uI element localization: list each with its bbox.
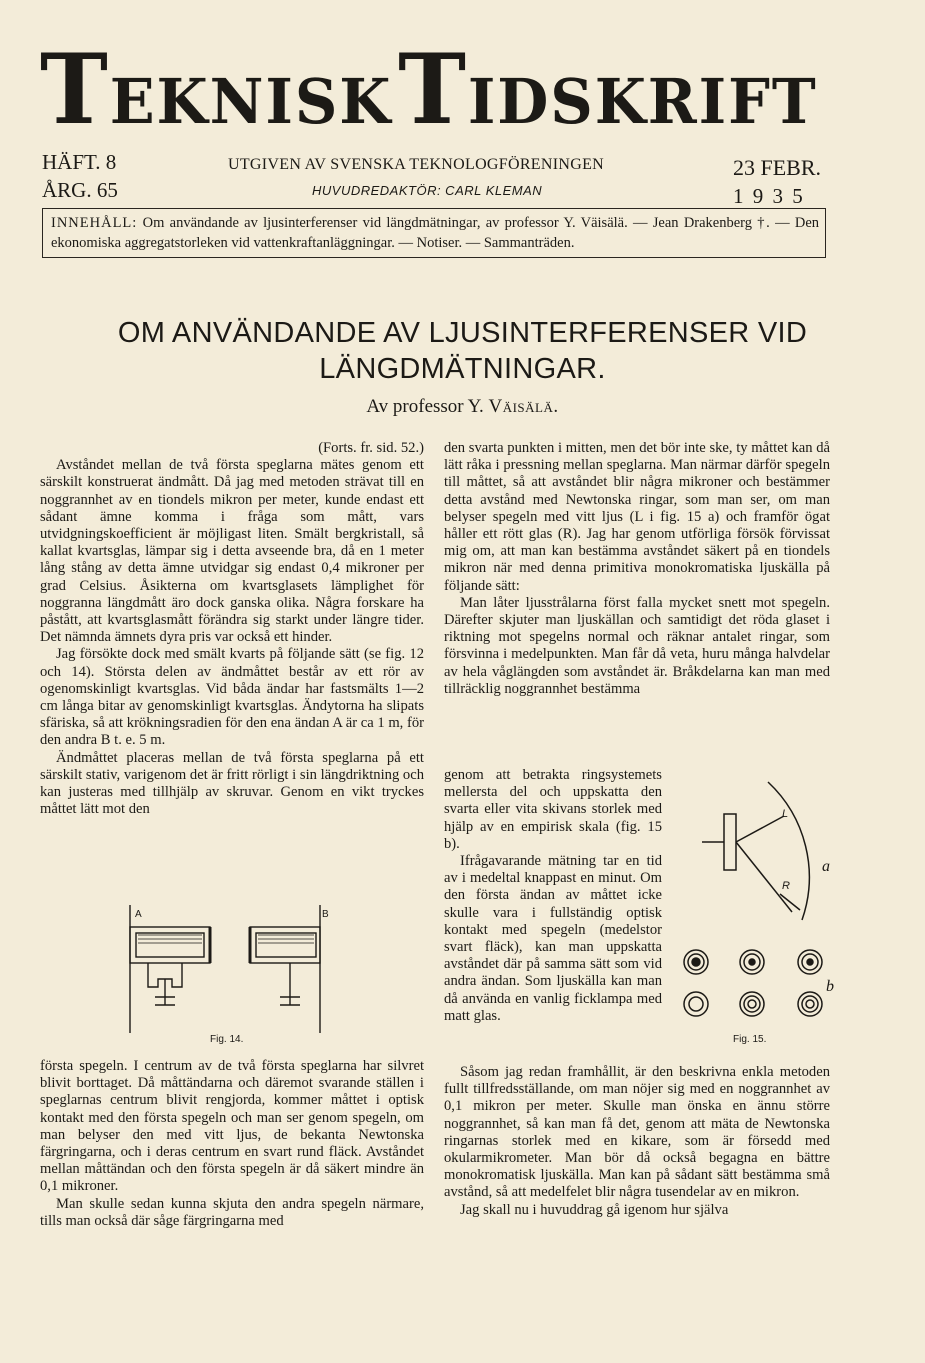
byline-prefix: Av professor Y.	[366, 396, 484, 417]
masthead-word-1-rest: EKNISK	[109, 65, 393, 138]
article-title-line-2: LÄNGDMÄTNINGAR.	[319, 353, 606, 385]
right-paragraph-1: den svarta punkten i mitten, men det bör inte ske, ty måttet kan då lätt råka i pressning mellan speglarna. Man närmar därför spegeln till måttet, så att avståndet blir några mikroner och bestämmer detta avstånd med Newtonska ringar, som man ser, om man belyser spegeln med vitt ljus (L i fig. 15 a) och framför ögat håller ett rött glas (R). Jag har genom utförliga försök förvissat mig om, att man kan bestämma avståndet säkert på en tiondels mikron när med denna primitiva monokromatiska ljuskälla på följande sätt:	[444, 440, 830, 594]
volume-number: ÅRG. 65	[42, 178, 118, 202]
figure-14-label-a: A	[135, 909, 142, 920]
byline-author: Väisälä.	[488, 396, 559, 417]
right-paragraph-3: Ifrågavarande mätning tar en tid av i medeltal knappast en minut. Om den första ändan av måttet icke skulle vara i fullständig optisk kontakt med spegeln (medelstor svart fläck), kan man uppskatta avståndet där på samma sätt som vid andra ändan. Som ljuskälla kan man då använda en vanlig ficklampa med matt glas.	[444, 853, 662, 1024]
figure-14	[110, 905, 360, 1045]
left-paragraph-1: Avståndet mellan de två första speglarna mätes genom ett särskilt konstruerat ändmått. Då jag med metoden strävat till en noggrannhet av en tiondels mikron per meter, kunde endast ett sådant ämne komma i fråga som mått, vars utvidgningskoefficient är möjligast liten. Smält bergkristall, så kallat kvartsglas, lämpar sig i detta avseende bra, då en 1 meter lång stång av detta ämne utvidgar sig endast 0,4 mikroner per grad Celsius. Åsikterna om kvartsglasets lämplighet för noggranna längdmått äro dock ganska olika. Några forskare ha påstått, att kvartsglasmått förändra sig starkt under längre tider. Det nämnda ämnets dyra pris var också ett hinder.	[40, 457, 424, 646]
masthead-word-2-rest: IDSKRIFT	[467, 65, 818, 138]
publisher-line: UTGIVEN AV SVENSKA TEKNOLOGFÖRENINGEN	[228, 156, 604, 173]
contents-label: INNEHÅLL:	[51, 215, 138, 231]
right-column-narrow	[444, 767, 662, 1025]
issue-number: HÄFT. 8	[42, 150, 117, 174]
right-column-lower	[444, 1064, 830, 1219]
table-of-contents	[42, 208, 826, 258]
right-paragraph-2: Man låter ljusstrålarna först falla mycket snett mot spegeln. Därefter skjuter man ljuskällan och samtidigt det röda glaset i riktning mot spegelns normal och räknar antalet ringar, som försvinna i medelpunkten. Man får då veta, huru många halvdelar av hela våglängden som avståndet är. Bråkdelarna kan man med tillräcklig noggrannhet bestämma	[444, 594, 830, 697]
figure-15-caption: Fig. 15.	[733, 1034, 767, 1045]
figure-15-label-L: L	[782, 808, 789, 820]
continuation-note: (Forts. fr. sid. 52.)	[318, 440, 424, 456]
ring-pattern-row-1	[684, 950, 822, 974]
article-title	[40, 315, 885, 387]
issue-year: 1 9 3 5	[733, 184, 805, 208]
left-paragraph-4: första spegeln. I centrum av de två första speglarna har silvret blivit borttaget. Då måttändarna och däremot svarande ställen i speglarnas centrum blivit rengjorda, kommer måttet i optisk kontakt med den första spegeln och man ser genom spegeln, om man belyser den med vitt ljus, de bekanta Newtonska färgringarna, och i deras centrum en svart rund fläck. Avståndet mellan måttändan och den första spegeln är då säkert mindre än 0,1 mikroner.	[40, 1058, 424, 1195]
article-title-line-1: OM ANVÄNDANDE AV LJUSINTERFERENSER VID	[117, 317, 808, 349]
figure-14-caption: Fig. 14.	[210, 1034, 244, 1045]
figure-15-label-b: b	[826, 978, 834, 995]
masthead-initial-1: T	[40, 33, 110, 146]
right-column-upper	[444, 440, 830, 698]
left-paragraph-5: Man skulle sedan kunna skjuta den andra spegeln närmare, tills man också där såge färgringarna med	[40, 1195, 424, 1229]
right-paragraph-4: Såsom jag redan framhållit, är den beskrivna enkla metoden fullt tillfredsställande, om man nöjer sig med en noggrannhet av 0,1 mikron per meter. Skulle man önska en ännu större noggrannhet, så kan man få det, genom att mäta de Newtonska ringarnas storlek med en kikare, som är försedd med okularmikrometer. Man bör då också begagna en bättre monokromatisk ljuskälla. Man kan på sådant sätt bestämma små avstånd, så att medelfelet blir några tusendelar av en mikron.	[444, 1064, 830, 1201]
figure-14-label-b: B	[322, 909, 329, 920]
left-column-upper	[40, 440, 424, 818]
byline	[40, 396, 885, 418]
figure-15	[672, 780, 842, 1040]
left-column-lower	[40, 1058, 424, 1230]
contents-text: Om användande av ljusinterferenser vid längdmätningar, av professor Y. Väisälä. — Jean Drakenberg †. — Den ekonomiska aggregatstorleken vid vattenkraftanläggningar. — Notiser. — Sammanträden.	[51, 215, 820, 251]
figure-15-label-a: a	[822, 858, 830, 875]
left-paragraph-3: Ändmåttet placeras mellan de två första speglarna på ett särskilt stativ, varigenom det är fritt rörligt i sin längdriktning och kan justeras med tillhjälp av skruvar. Genom en vikt tryckes måttet lätt mot den	[40, 749, 424, 818]
figure-15-label-R: R	[782, 880, 790, 892]
masthead	[40, 33, 818, 146]
left-paragraph-2: Jag försökte dock med smält kvarts på följande sätt (se fig. 12 och 14). Största delen av ändmåttet består av ett rör av ogenomskinligt kvartsglas. Vid båda ändar har fastsmälts 1—2 cm långa bitar av genomskinligt kvartsglas. Ändytorna ha slipats sfäriska, så att krökningsradien för den ena ändan A är ca 1 m, för den andra B t. e. 5 m.	[40, 646, 424, 749]
right-paragraph-5: Jag skall nu i huvuddrag gå igenom hur själva	[460, 1201, 729, 1218]
editor-line: HUVUDREDAKTÖR: CARL KLEMAN	[312, 183, 543, 198]
ring-pattern-row-2	[684, 992, 822, 1016]
right-paragraph-2-cont: genom att betrakta ringsystemets mellersta del och uppskatta den svarta eller vita skivans storlek med hjälp av en empirisk skala (fig. 15 b).	[444, 767, 662, 852]
issue-date: 23 FEBR.	[733, 155, 822, 180]
masthead-initial-2: T	[398, 33, 468, 146]
